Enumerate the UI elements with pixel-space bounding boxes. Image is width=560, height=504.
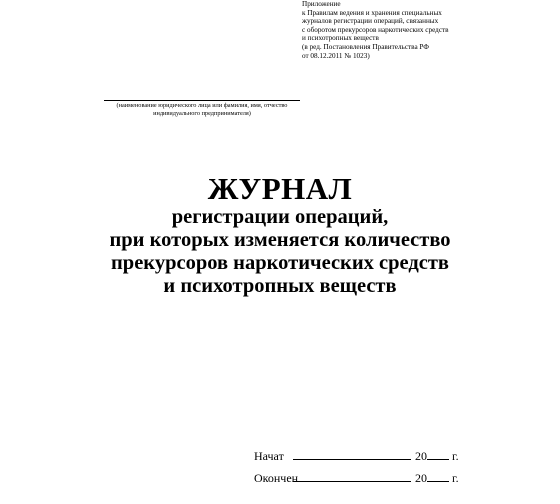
subtitle-line: регистрации операций, bbox=[171, 206, 389, 228]
appendix-line: (в ред. Постановления Правительства РФ bbox=[302, 42, 429, 51]
start-date-row bbox=[254, 448, 459, 463]
title-block bbox=[0, 172, 560, 298]
start-year-blank bbox=[427, 448, 449, 460]
organization-caption-line: индивидуального предпринимателя) bbox=[153, 110, 251, 117]
end-century: 20 bbox=[415, 471, 427, 485]
appendix-line: Приложение bbox=[302, 0, 341, 8]
start-century: 20 bbox=[415, 449, 427, 463]
appendix-line: и психотропных веществ bbox=[302, 34, 379, 43]
appendix-line: журналов регистрации операций, связанных bbox=[302, 17, 439, 26]
start-date-label: Начат bbox=[254, 449, 284, 463]
appendix-note bbox=[302, 0, 542, 60]
subtitle-line: при которых изменяется количество bbox=[109, 229, 451, 251]
journal-title: ЖУРНАЛ bbox=[207, 171, 353, 206]
appendix-line: от 08.12.2011 № 1023) bbox=[302, 51, 370, 60]
organization-name-blank bbox=[104, 100, 300, 101]
end-date-row bbox=[254, 470, 459, 485]
end-date-blank bbox=[293, 470, 411, 482]
organization-caption bbox=[104, 102, 300, 118]
end-year-suffix: г. bbox=[452, 471, 459, 485]
journal-subtitle bbox=[0, 206, 560, 298]
start-year-suffix: г. bbox=[452, 449, 459, 463]
appendix-line: к Правилам ведения и хранения специальных bbox=[302, 8, 442, 17]
start-date-blank bbox=[293, 448, 411, 460]
subtitle-line: прекурсоров наркотических средств bbox=[111, 252, 449, 274]
appendix-line: с оборотом прекурсоров наркотических средств bbox=[302, 25, 449, 34]
end-date-label: Окончен bbox=[254, 471, 299, 485]
end-year-blank bbox=[427, 470, 449, 482]
organization-caption-line: (наименование юридического лица или фамилия, имя, отчество bbox=[116, 102, 288, 109]
subtitle-line: и психотропных веществ bbox=[163, 275, 397, 297]
